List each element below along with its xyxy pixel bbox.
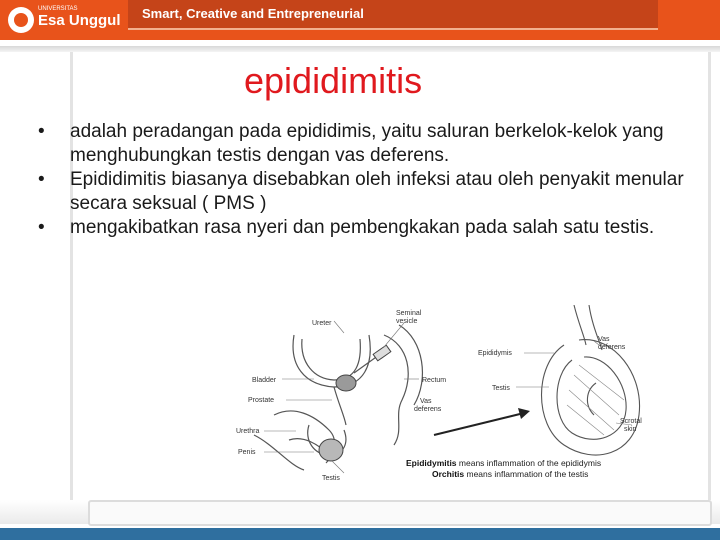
header-bar (0, 0, 720, 40)
logo-emblem-icon (8, 7, 34, 33)
label-seminal-vesicle-2: vesicle (396, 318, 418, 325)
label-bladder: Bladder (252, 377, 277, 384)
testis-shape (319, 439, 343, 461)
label-seminal-vesicle: Seminal (396, 310, 422, 317)
label-prostate: Prostate (248, 397, 275, 404)
label-ureter: Ureter (312, 320, 332, 327)
label-testis-left: Testis (322, 475, 340, 482)
label-rectum: Rectum (422, 377, 447, 384)
anatomy-figure (234, 305, 672, 497)
label-penis: Penis (238, 449, 256, 456)
label-epididymis: Epididymis (478, 350, 512, 357)
caption-def-epididymitis: means inflammation of the epididymis (456, 458, 602, 468)
caption-line-2 (432, 469, 588, 479)
arrow-head-icon (518, 408, 530, 419)
tubule-lines (567, 365, 624, 435)
logo-subtitle: UNIVERSITAS (38, 6, 78, 12)
frame-right-line (708, 52, 711, 504)
frame-bottom-box (88, 500, 712, 526)
label-vas-deferens-right-2: deferens (598, 344, 626, 351)
label-testis-right: Testis (492, 385, 510, 392)
bullet-item: • mengakibatkan rasa nyeri dan pembengkakan pada salah satu testis. (38, 216, 688, 240)
label-vas-deferens-left-2: deferens (414, 406, 442, 413)
label-scrotal-skin: Scrotal (620, 418, 642, 425)
label-scrotal-skin-2: skin (624, 426, 637, 433)
prostate-shape (336, 375, 356, 391)
bullet-list (38, 120, 688, 240)
leader-lines-right (516, 341, 632, 425)
bullet-item: • Epididimitis biasanya disebabkan oleh infeksi atau oleh penyakit menular secara seksual ( PMS ) (38, 168, 688, 216)
caption-term-orchitis: Orchitis (432, 469, 465, 479)
label-vas-deferens-right: Vas (598, 336, 610, 343)
logo-name: Esa Unggul (38, 12, 121, 29)
caption-def-orchitis: means inflammation of the testis (464, 469, 589, 479)
frame-top-line (0, 46, 720, 52)
tagline-text: Smart, Creative and Entrepreneurial (142, 6, 364, 21)
anatomy-diagram (234, 305, 672, 497)
label-urethra: Urethra (236, 428, 260, 435)
seminal-vesicle-shape (373, 345, 391, 361)
university-logo[interactable] (0, 0, 128, 40)
slide-title: epididimitis (244, 60, 423, 101)
label-vas-deferens-left: Vas (420, 398, 432, 405)
caption-line-1 (406, 458, 601, 468)
arrow-shaft (434, 413, 524, 435)
tagline-bar (128, 0, 658, 30)
bullet-item: • adalah peradangan pada epididimis, yaitu saluran berkelok-kelok yang menghubungkan testis dengan vas deferens. (38, 120, 688, 168)
caption-term-epididymitis: Epididymitis (406, 458, 457, 468)
footer-strip (0, 528, 720, 540)
